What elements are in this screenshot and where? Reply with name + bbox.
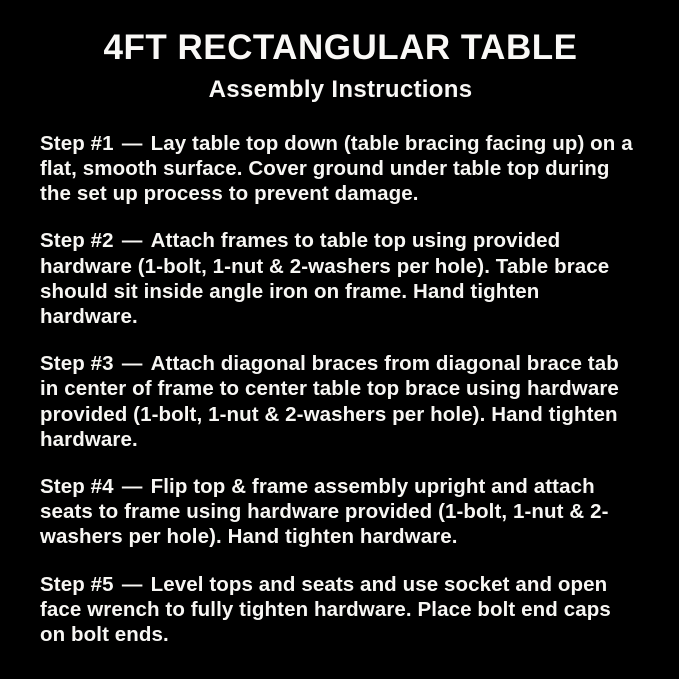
page-title: 4FT RECTANGULAR TABLE	[103, 28, 578, 67]
step-3-label: Step #3	[40, 352, 114, 376]
step-5-dash: —	[121, 572, 143, 596]
steps-list	[40, 131, 641, 647]
step-5-paragraph	[40, 572, 641, 648]
step-2-paragraph	[40, 228, 641, 329]
step-5-label: Step #5	[40, 572, 114, 596]
step-1-paragraph	[40, 131, 641, 207]
step-1-label: Step #1	[40, 131, 114, 155]
step-4-dash: —	[121, 474, 143, 498]
poster-header	[40, 30, 641, 104]
step-3-paragraph	[40, 351, 641, 452]
page-subtitle: Assembly Instructions	[208, 75, 473, 103]
step-1-text: Lay table top down (table bracing facing up) on a flat, smooth surface. Cover ground under table top during the set up process to prevent damage.	[40, 131, 633, 206]
step-4-text: Flip top & frame assembly upright and attach seats to frame using hardware provided (1-bolt, 1-nut & 2-washers per hole). Hand tighten hardware.	[40, 474, 609, 549]
step-3-dash: —	[121, 352, 143, 376]
step-2-text: Attach frames to table top using provided hardware (1-bolt, 1-nut & 2-washers per hole). Table brace should sit inside angle iron on frame. Hand tighten hardware.	[40, 229, 610, 328]
step-2-dash: —	[121, 229, 143, 253]
step-4-paragraph	[40, 474, 641, 550]
step-1-dash: —	[121, 131, 143, 155]
step-2-label: Step #2	[40, 229, 114, 253]
step-3-text: Attach diagonal braces from diagonal brace tab in center of frame to center table top brace using hardware provided (1-bolt, 1-nut & 2-washers per hole). Hand tighten hardware.	[40, 352, 619, 451]
step-4-label: Step #4	[40, 474, 114, 498]
step-5-text: Level tops and seats and use socket and open face wrench to fully tighten hardware. Place bolt end caps on bolt ends.	[40, 572, 611, 646]
